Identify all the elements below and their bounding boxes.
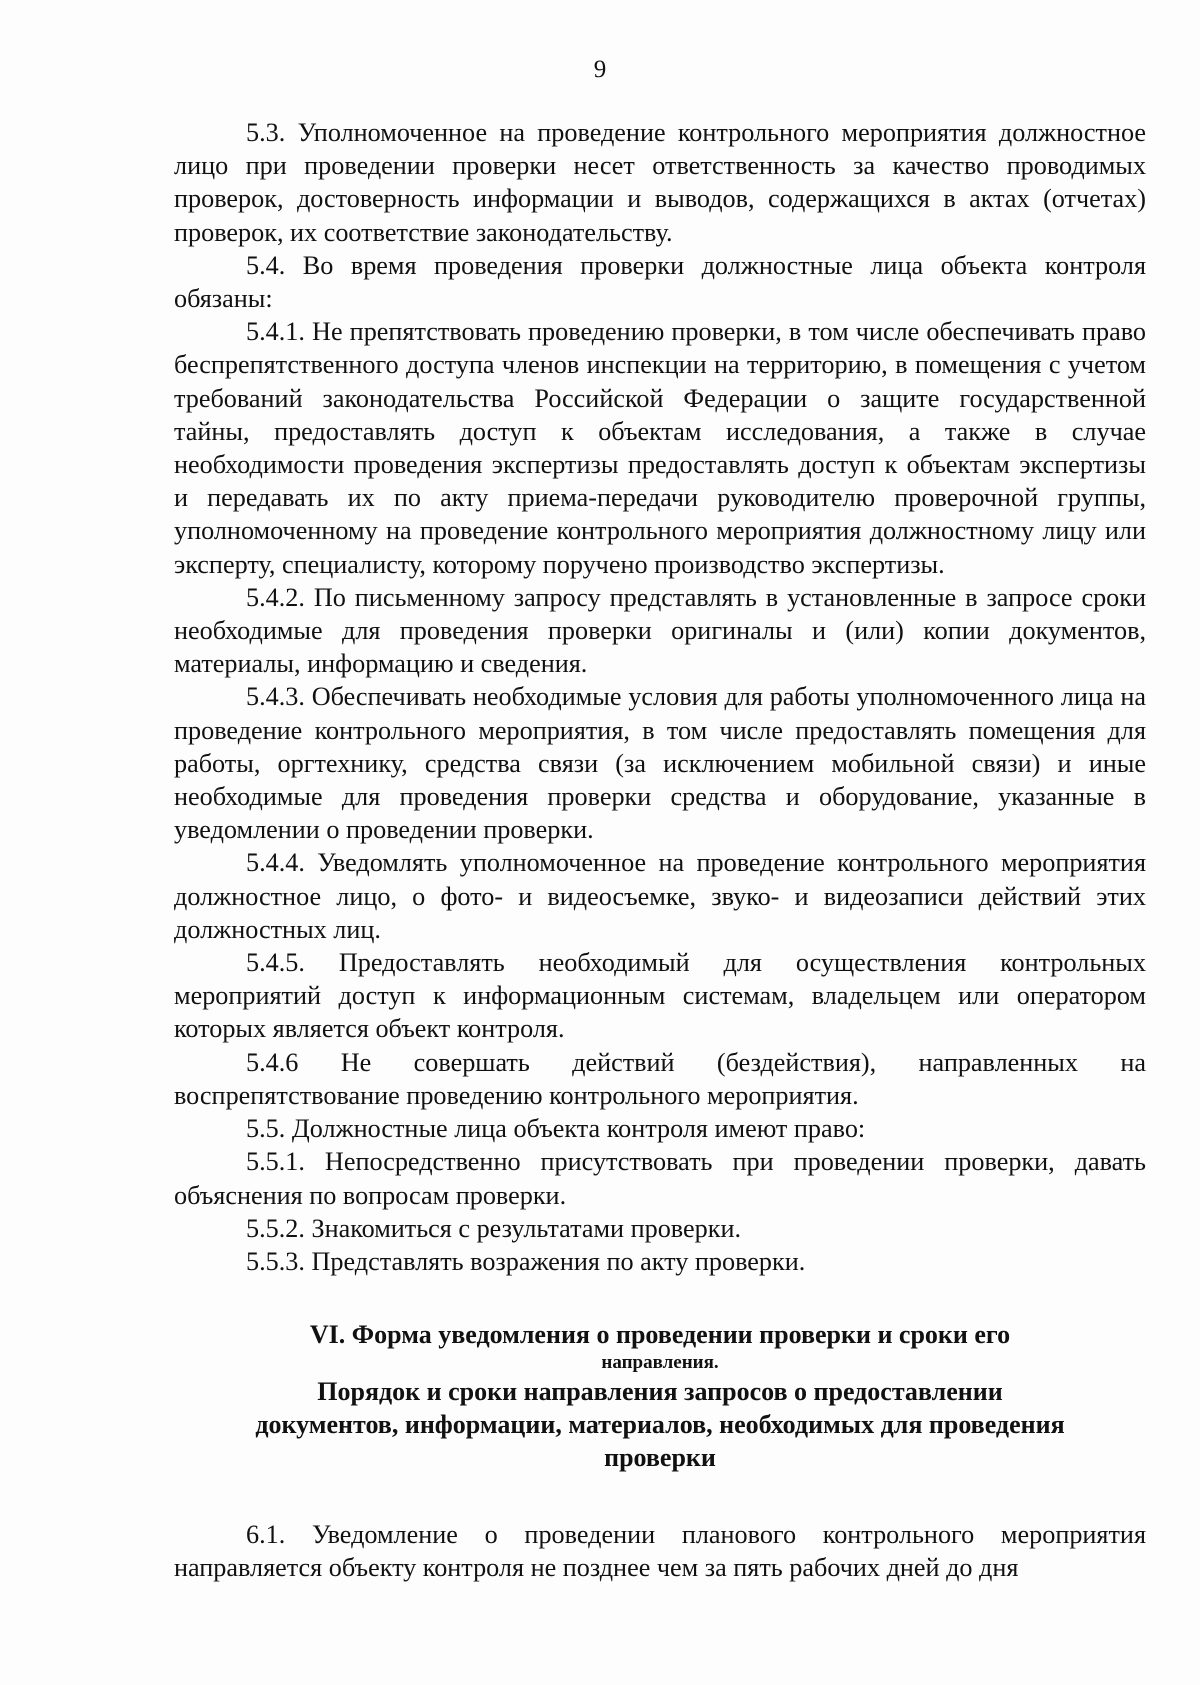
- paragraph-5-5-2: 5.5.2. Знакомиться с результатами проверки.: [246, 1213, 742, 1243]
- section-heading: [174, 1318, 1146, 1474]
- page-number: 9: [593, 56, 607, 83]
- paragraph-5-4: 5.4. Во время проведения проверки должностные лица объекта контроля обязаны:: [174, 250, 1146, 314]
- paragraph-5-4-5: 5.4.5. Предоставлять необходимый для осуществления контрольных мероприятий доступ к информационным системам, владельцем или оператором которых является объект контроля.: [174, 948, 1146, 1044]
- paragraph-5-5: 5.5. Должностные лица объекта контроля имеют право:: [246, 1114, 866, 1144]
- heading-line-2: направления.: [601, 1352, 719, 1374]
- paragraph-5-5-3: 5.5.3. Представлять возражения по акту проверки.: [246, 1246, 806, 1276]
- paragraph-5-4-6: 5.4.6 Не совершать действий (бездействия), направленных на воспрепятствование проведению контрольного мероприятия.: [174, 1047, 1146, 1110]
- paragraph-5-4-3: 5.4.3. Обеспечивать необходимые условия для работы уполномоченного лица на проведение контрольного мероприятия, в том числе предоставлять помещения для работы, оргтехнику, средства связи (за исключением мобильной связи) и иные необходимые для проведения проверки средства и оборудование, указанные в уведомлении о проведении проверки.: [174, 682, 1146, 845]
- heading-line-1: VI. Форма уведомления о проведении проверки и сроки его: [309, 1320, 1011, 1350]
- heading-line-3: Порядок и сроки направления запросов о предоставлении: [317, 1377, 1003, 1407]
- heading-line-5: проверки: [604, 1443, 716, 1473]
- heading-line-4: документов, информации, материалов, необходимых для проведения: [255, 1410, 1065, 1440]
- paragraph-5-3: 5.3. Уполномоченное на проведение контрольного мероприятия должностное лицо при проведении проверки несет ответственность за качество проводимых проверок, достоверность информации и выводов, содержащихся в актах (отчетах) проверок, их соответствие законодательству.: [174, 118, 1146, 247]
- paragraph-5-4-2: 5.4.2. По письменному запросу представлять в установленные в запросе сроки необходимые для проведения проверки оригиналы и (или) копии документов, материалы, информацию и сведения.: [174, 582, 1146, 679]
- document-body: [174, 116, 1146, 1585]
- paragraph-5-5-1: 5.5.1. Непосредственно присутствовать при проведении проверки, давать объяснения по вопросам проверки.: [174, 1147, 1146, 1210]
- section-6-body: [174, 1518, 1146, 1584]
- paragraph-5-4-1: 5.4.1. Не препятствовать проведению проверки, в том числе обеспечивать право беспрепятственного доступа членов инспекции на территорию, в помещения с учетом требований законодательства Российской Федерации о защите государственной тайны, предоставлять доступ к объектам исследования, а также в случае необходимости проведения экспертизы предоставлять доступ к объектам экспертизы и передавать их по акту приема-передачи руководителю проверочной группы, уполномоченному на проведение контрольного мероприятия должностному лицу или эксперту, специалисту, которому поручено производство экспертизы.: [174, 317, 1146, 579]
- paragraph-5-4-4: 5.4.4. Уведомлять уполномоченное на проведение контрольного мероприятия должностное лицо, о фото- и видеосъемке, звуко- и видеозаписи действий этих должностных лиц.: [174, 848, 1146, 944]
- paragraph-6-1: 6.1. Уведомление о проведении планового контрольного мероприятия направляется объекту контроля не позднее чем за пять рабочих дней до дня: [174, 1520, 1146, 1583]
